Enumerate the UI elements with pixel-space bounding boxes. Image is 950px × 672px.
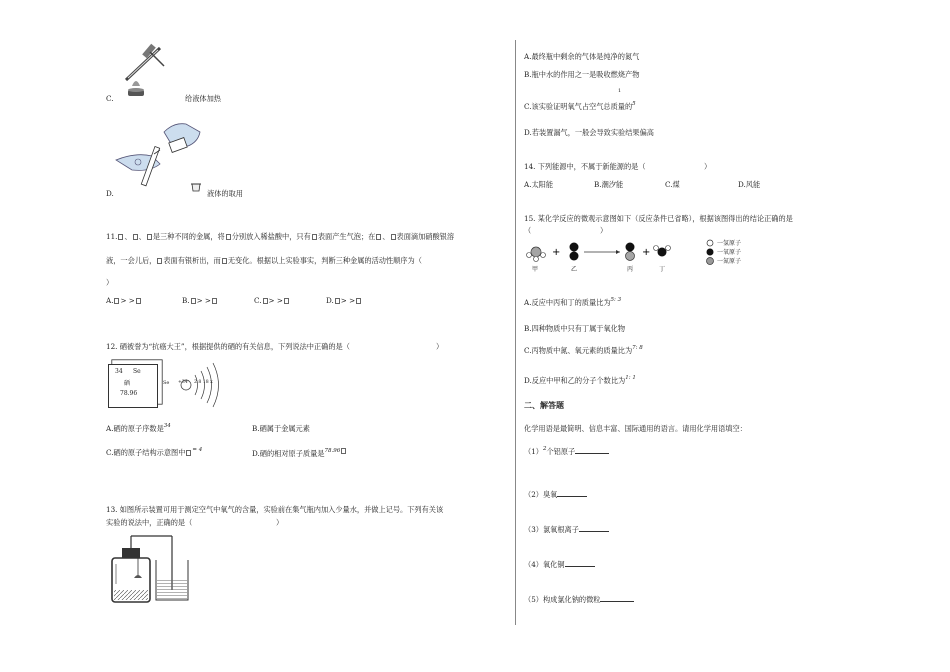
q15-close: ） — [600, 226, 608, 235]
q15-option-b[interactable]: B.四种物质中只有丁属于氧化物 — [524, 324, 626, 333]
q11-line2: 液，一会儿后， 表面有银析出，而 无变化。根据以上实验事实，判断三种金属的活动性顺序为（ — [106, 256, 422, 265]
section-title: 二、解答题 — [524, 400, 564, 410]
q13-option-b[interactable]: B.瓶中水的作用之一是吸收燃烧产物 — [524, 70, 640, 79]
nitrogen-atom-icon — [706, 257, 714, 265]
q15-option-d[interactable]: D.反应中甲和乙的分子个数比为$^{1: 1}$ — [524, 375, 636, 385]
hydrogen-atom-icon — [706, 239, 714, 247]
q14-option-b[interactable]: B.潮汐能 — [594, 180, 624, 189]
tile-mass: 78.96 — [120, 390, 138, 397]
q13-option-d[interactable]: D.若装置漏气，一般会导致实验结果偏高 — [524, 128, 654, 137]
q11-option-d[interactable]: D. > > — [326, 296, 362, 305]
tile-atomic-number: 34 — [115, 368, 123, 375]
q13-line2: 实验的说法中，正确的是（ — [106, 518, 193, 527]
option-c-caption: 给液体加热 — [185, 94, 221, 103]
selenium-atom-diagram — [168, 362, 228, 408]
q13-option-a[interactable]: A.最终瓶中剩余的气体是纯净的氮气 — [524, 52, 640, 61]
fill-blank-1[interactable] — [575, 446, 609, 454]
atom-symbol: Se — [163, 380, 170, 386]
fill-blank-5[interactable] — [600, 594, 634, 602]
fill-item-2: （2）臭氧 — [524, 489, 587, 500]
q12-stem: 12. 硒被誉为“抗癌大王”，根据提供的硒的有关信息，下列说法中正确的是（ — [106, 342, 350, 351]
q11-option-a[interactable]: A. > > — [106, 296, 142, 305]
fill-blank-4[interactable] — [565, 559, 595, 567]
q13-line1: 13. 如图所示装置可用于测定空气中氧气的含量，实验前在集气瓶内加入少量水，并做上记号。下列有关该 — [106, 505, 444, 514]
q15-line2: （ — [524, 226, 532, 235]
q14-option-d[interactable]: D.风能 — [738, 180, 761, 189]
q15-label-bing: 丙 — [627, 266, 634, 273]
legend-oxygen: 一氧原子 — [717, 249, 742, 256]
oxygen-atom-icon — [706, 248, 714, 256]
atom-shells: 2 8 18 x — [194, 380, 213, 385]
tile-symbol: Se — [133, 368, 141, 375]
q12-option-b[interactable]: B.硒属于金属元素 — [252, 424, 310, 433]
oxygen-measurement-apparatus — [108, 534, 198, 606]
q15-option-a[interactable]: A.反应中丙和丁的质量比为$^{5: 3}$ — [524, 297, 622, 307]
q12-option-a[interactable]: A.硒的原子序数是$^{34}$ — [106, 423, 171, 433]
q11-line3: ） — [106, 278, 114, 287]
q11-option-b[interactable]: B. > > — [182, 296, 218, 305]
fill-item-4: （4）氧化铜 — [524, 559, 595, 570]
selenium-element-tile — [108, 364, 158, 408]
q12-option-c[interactable]: C.硒的原子结构示意图中 $^{= 4}$ — [106, 447, 203, 457]
q13-close: ） — [276, 518, 284, 527]
section-intro: 化学用语是最简明、信息丰富、国际通用的语言。请用化学用语填空： — [524, 424, 747, 433]
option-c-label: C. — [106, 94, 114, 103]
svg-text:+: + — [552, 247, 561, 258]
q15-option-c[interactable]: C.丙物质中氮、氧元素的质量比为$^{7: 8}$ — [524, 345, 643, 355]
legend-nitrogen: 一氮原子 — [717, 258, 742, 265]
q12-close: ） — [436, 342, 444, 351]
reaction-micro-diagram — [524, 240, 694, 268]
q12-option-d[interactable]: D.硒的相对原子质量是$^{78.96}$ — [252, 448, 347, 459]
q15-line1: 15. 某化学反应的微观示意图如下（反应条件已省略），根据该图得出的结论正确的是 — [524, 214, 793, 223]
fill-item-1: $(1)^2$个铝原子 — [524, 446, 609, 457]
svg-text:+: + — [642, 247, 651, 258]
tile-name: 硒 — [124, 380, 131, 387]
q15-label-jia: 甲 — [532, 266, 539, 273]
column-divider — [515, 40, 516, 625]
q15-label-yi: 乙 — [571, 266, 578, 273]
bottle-stopper-icon — [190, 182, 202, 193]
atom-legend — [706, 238, 741, 265]
fill-item-3: （3）氯氧根离子 — [524, 524, 609, 535]
fill-blank-3[interactable] — [579, 524, 609, 532]
option-d-caption: 液体的取用 — [207, 189, 243, 198]
legend-hydrogen: 一氢原子 — [717, 240, 742, 247]
q13-option-c[interactable]: C.该实验证明氧气占空气总质量的$^5$ — [524, 101, 636, 111]
atom-nucleus: +34 — [178, 380, 188, 385]
q14-stem: 14. 下列能源中，不属于新能源的是（ — [524, 162, 646, 171]
option-d-label: D. — [106, 189, 114, 198]
heating-liquid-figure — [118, 40, 174, 102]
q14-option-a[interactable]: A.太阳能 — [524, 180, 554, 189]
fill-item-5: （5）构成氯化钠的微粒 — [524, 594, 634, 605]
fill-blank-2[interactable] — [557, 489, 587, 497]
q13-option-c-numerator: 1 — [618, 88, 622, 94]
q14-close: ） — [704, 162, 712, 171]
q11-option-c[interactable]: C. > > — [254, 296, 290, 305]
q11-line1: 11. 、 、 是三种不同的金属，将 分别放入稀盐酸中，只有 表面产生气泡；在 、 表面滴加硝酸银溶 — [106, 232, 455, 241]
q15-label-ding: 丁 — [659, 266, 666, 273]
q14-option-c[interactable]: C.煤 — [665, 180, 680, 189]
